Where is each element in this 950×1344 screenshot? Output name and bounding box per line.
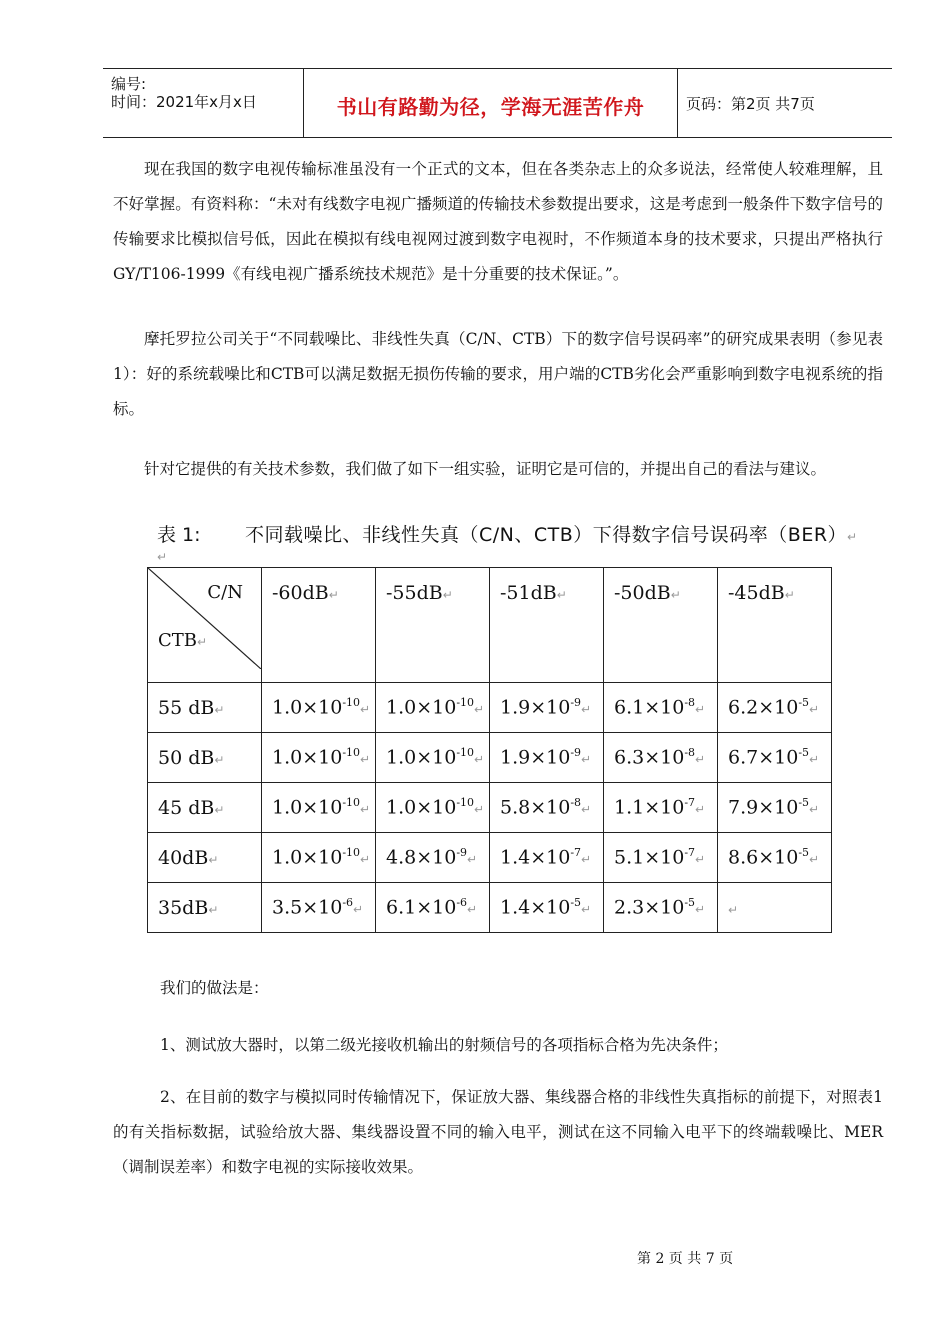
list-item: 2、在目前的数字与模拟同时传输情况下，保证放大器、集线器合格的非线性失真指标的前提下，对照表1的有关指标数据，试验给放大器、集线器设置不同的输入电平，测试在这不同输入电平下的终端载噪比、MER（调制误差率）和数字电视的实际接收效果。 <box>113 1088 883 1176</box>
table-cell: $1.0\times 10^{-10}↵$ <box>376 783 490 833</box>
footer-page-number: 第 2 页 共 7 页 <box>637 1251 734 1267</box>
number-label: 编号: <box>111 75 147 93</box>
table-cell: $1.0\times 10^{-10}↵$ <box>376 683 490 733</box>
row-label: 55 dB↵ <box>148 683 262 733</box>
ber-table <box>147 567 832 933</box>
column-header: -45dB↵ <box>718 568 832 683</box>
table-caption-number: 表 1: <box>157 524 201 546</box>
column-header: -60dB↵ <box>262 568 376 683</box>
table-cell: $6.1\times 10^{-6}↵$ <box>376 883 490 933</box>
table-cell: $7.9\times 10^{-5}↵$ <box>718 783 832 833</box>
table-cell: $4.8\times 10^{-9}↵$ <box>376 833 490 883</box>
header-motto-cell <box>304 69 678 137</box>
table-cell: $6.1\times 10^{-8}↵$ <box>604 683 718 733</box>
table-cell: $2.3\times 10^{-5}↵$ <box>604 883 718 933</box>
table-cell: $5.8\times 10^{-8}↵$ <box>490 783 604 833</box>
table-cell: $6.2\times 10^{-5}↵$ <box>718 683 832 733</box>
document-header <box>103 68 892 138</box>
method-intro: 我们的做法是： <box>160 979 269 997</box>
row-label: 50 dB↵ <box>148 733 262 783</box>
table-cell: $1.0\times 10^{-10}↵$ <box>262 833 376 883</box>
row-label: 45 dB↵ <box>148 783 262 833</box>
table-cell: $3.5\times 10^{-6}↵$ <box>262 883 376 933</box>
table-cell: $5.1\times 10^{-7}↵$ <box>604 833 718 883</box>
table-cell: $1.9\times 10^{-9}↵$ <box>490 733 604 783</box>
table-corner-cell <box>148 568 262 683</box>
table-row <box>148 783 832 833</box>
diagonal-line <box>148 568 261 669</box>
paragraph-1: 现在我国的数字电视传输标准虽没有一个正式的文本，但在各类杂志上的众多说法，经常使人较难理解，且不好掌握。有资料称：“未对有线数字电视广播频道的传输技术参数提出要求，这是考虑到一般条件下数字信号的传输要求比模拟信号低，因此在模拟有线电视网过渡到数字电视时，不作频道本身的技术要求，只提出严格执行GY/T106-1999《有线电视广播系统技术规范》是十分重要的技术保证。”。 <box>113 160 883 283</box>
list-item: 1、测试放大器时，以第二级光接收机输出的射频信号的各项指标合格为先决条件； <box>160 1036 728 1054</box>
column-header: -51dB↵ <box>490 568 604 683</box>
row-label: 35dB↵ <box>148 883 262 933</box>
table-cell: ↵ <box>718 883 832 933</box>
table-cell: $1.9\times 10^{-9}↵$ <box>490 683 604 733</box>
page-info: 页码：第2页 共7页 <box>686 95 815 113</box>
table-cell: $1.0\times 10^{-10}↵$ <box>262 683 376 733</box>
paragraph-3: 针对它提供的有关技术参数，我们做了如下一组实验，证明它是可信的，并提出自己的看法与建议。 <box>144 460 827 478</box>
table-cell: $1.0\times 10^{-10}↵$ <box>262 783 376 833</box>
table-cell: $8.6\times 10^{-5}↵$ <box>718 833 832 883</box>
table-cell: $1.1\times 10^{-7}↵$ <box>604 783 718 833</box>
table-cell: $1.0\times 10^{-10}↵$ <box>262 733 376 783</box>
paragraph-mark: ↵ <box>157 550 168 564</box>
table-row <box>148 733 832 783</box>
motto: 书山有路勤为径，学海无涯苦作舟 <box>336 95 645 119</box>
paragraph-2: 摩托罗拉公司关于“不同载噪比、非线性失真（C/N、CTB）下的数字信号误码率”的研究成果表明（参见表1）：好的系统载噪比和CTB可以满足数据无损伤传输的要求，用户端的CTB劣化会严重影响到数字电视系统的指标。 <box>113 330 883 418</box>
table-caption-title: 不同载噪比、非线性失真（C/N、CTB）下得数字信号误码率（BER）↵ <box>245 524 858 546</box>
table-header-row <box>148 568 832 683</box>
table-row <box>148 833 832 883</box>
column-header: -50dB↵ <box>604 568 718 683</box>
time-label: 时间：2021年x月x日 <box>111 93 257 111</box>
corner-ctb-label: CTB↵ <box>158 630 208 651</box>
column-header: -55dB↵ <box>376 568 490 683</box>
header-meta-cell <box>103 69 304 137</box>
table-row <box>148 683 832 733</box>
table-cell: $6.3\times 10^{-8}↵$ <box>604 733 718 783</box>
row-label: 40dB↵ <box>148 833 262 883</box>
table-cell: $6.7\times 10^{-5}↵$ <box>718 733 832 783</box>
table-row <box>148 883 832 933</box>
table-cell: $1.4\times 10^{-5}↵$ <box>490 883 604 933</box>
corner-cn-label: C/N <box>207 582 243 603</box>
table-cell: $1.0\times 10^{-10}↵$ <box>376 733 490 783</box>
table-cell: $1.4\times 10^{-7}↵$ <box>490 833 604 883</box>
